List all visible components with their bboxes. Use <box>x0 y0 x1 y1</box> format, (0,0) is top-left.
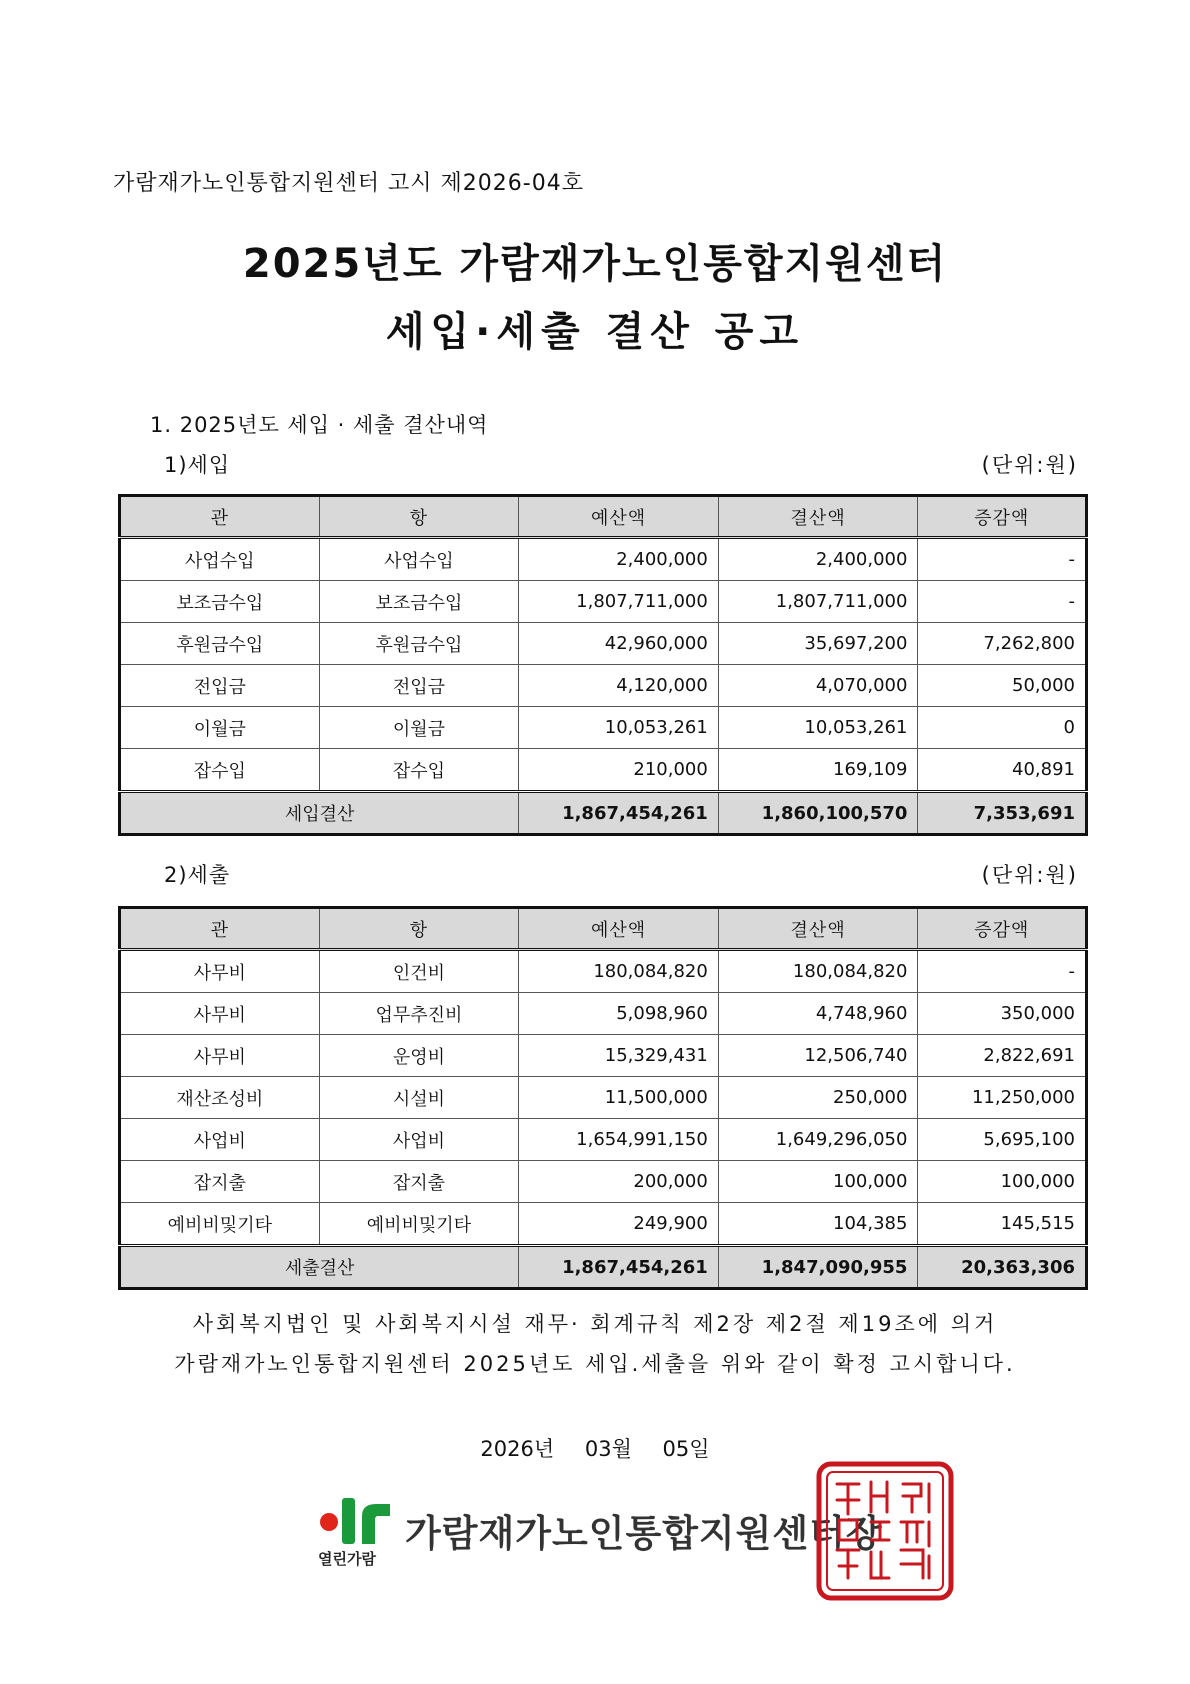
table-header-row <box>120 908 1087 950</box>
header-gwan: 관 <box>120 496 320 538</box>
table-row <box>120 1161 1087 1203</box>
date-day: 05일 <box>662 1437 710 1461</box>
cell-gwan: 이월금 <box>120 707 320 749</box>
cell-budget: 200,000 <box>519 1161 719 1203</box>
cell-budget: 2,400,000 <box>519 538 719 581</box>
expense-label: 2)세출 <box>164 863 231 887</box>
total-diff: 7,353,691 <box>918 792 1087 835</box>
cell-budget: 4,120,000 <box>519 665 719 707</box>
body-text-line-2: 가람재가노인통합지원센터 2025년도 세입.세출을 위와 같이 확정 고시합니다. <box>174 1352 1016 1376</box>
cell-diff: 11,250,000 <box>918 1077 1087 1119</box>
cell-hang: 시설비 <box>319 1077 519 1119</box>
cell-gwan: 사업수입 <box>120 538 320 581</box>
total-settled: 1,860,100,570 <box>718 792 918 835</box>
cell-hang: 전입금 <box>319 665 519 707</box>
body-text-line-1: 사회복지법인 및 사회복지시설 재무· 회계규칙 제2장 제2절 제19조에 의거 <box>192 1312 998 1336</box>
cell-hang: 인건비 <box>319 950 519 993</box>
total-settled: 1,847,090,955 <box>718 1246 918 1289</box>
cell-diff: 0 <box>918 707 1087 749</box>
cell-settled: 1,649,296,050 <box>718 1119 918 1161</box>
header-hang: 항 <box>319 496 519 538</box>
cell-diff: - <box>918 581 1087 623</box>
cell-diff: 2,822,691 <box>918 1035 1087 1077</box>
cell-diff: 145,515 <box>918 1203 1087 1246</box>
cell-hang: 사업수입 <box>319 538 519 581</box>
cell-diff: 100,000 <box>918 1161 1087 1203</box>
cell-settled: 169,109 <box>718 749 918 792</box>
cell-gwan: 사업비 <box>120 1119 320 1161</box>
cell-gwan: 보조금수입 <box>120 581 320 623</box>
cell-gwan: 전입금 <box>120 665 320 707</box>
cell-budget: 42,960,000 <box>519 623 719 665</box>
table-row <box>120 1203 1087 1246</box>
date-month: 03월 <box>584 1437 632 1461</box>
table-row <box>120 581 1087 623</box>
expense-total-row <box>120 1246 1087 1289</box>
cell-gwan: 예비비및기타 <box>120 1203 320 1246</box>
header-budget: 예산액 <box>519 908 719 950</box>
cell-settled: 10,053,261 <box>718 707 918 749</box>
table-row <box>120 538 1087 581</box>
cell-budget: 5,098,960 <box>519 993 719 1035</box>
cell-hang: 사업비 <box>319 1119 519 1161</box>
cell-budget: 180,084,820 <box>519 950 719 993</box>
cell-settled: 180,084,820 <box>718 950 918 993</box>
announcement-date <box>0 1433 1190 1463</box>
cell-settled: 4,070,000 <box>718 665 918 707</box>
cell-budget: 11,500,000 <box>519 1077 719 1119</box>
cell-settled: 104,385 <box>718 1203 918 1246</box>
cell-settled: 2,400,000 <box>718 538 918 581</box>
header-gwan: 관 <box>120 908 320 950</box>
cell-budget: 210,000 <box>519 749 719 792</box>
cell-budget: 10,053,261 <box>519 707 719 749</box>
header-hang: 항 <box>319 908 519 950</box>
total-label: 세입결산 <box>120 792 519 835</box>
header-settled: 결산액 <box>718 496 918 538</box>
cell-hang: 운영비 <box>319 1035 519 1077</box>
expense-unit: (단위:원) <box>981 863 1078 887</box>
revenue-label: 1)세입 <box>164 453 231 477</box>
table-row <box>120 993 1087 1035</box>
header-diff: 증감액 <box>918 496 1087 538</box>
title-line-1: 2025년도 가람재가노인통합지원센터 <box>242 241 948 287</box>
cell-gwan: 후원금수입 <box>120 623 320 665</box>
table-row <box>120 749 1087 792</box>
expense-table <box>118 906 1088 1290</box>
cell-settled: 12,506,740 <box>718 1035 918 1077</box>
cell-diff: 5,695,100 <box>918 1119 1087 1161</box>
table-row <box>120 1035 1087 1077</box>
official-seal-icon <box>815 1460 955 1602</box>
revenue-unit: (단위:원) <box>981 453 1078 477</box>
table-row <box>120 1119 1087 1161</box>
cell-hang: 보조금수입 <box>319 581 519 623</box>
date-year: 2026년 <box>480 1437 555 1461</box>
cell-settled: 4,748,960 <box>718 993 918 1035</box>
table-row <box>120 623 1087 665</box>
cell-diff: - <box>918 950 1087 993</box>
cell-hang: 후원금수입 <box>319 623 519 665</box>
cell-hang: 이월금 <box>319 707 519 749</box>
cell-budget: 15,329,431 <box>519 1035 719 1077</box>
cell-budget: 249,900 <box>519 1203 719 1246</box>
cell-budget: 1,807,711,000 <box>519 581 719 623</box>
cell-gwan: 사무비 <box>120 1035 320 1077</box>
revenue-total-row <box>120 792 1087 835</box>
cell-gwan: 잡수입 <box>120 749 320 792</box>
cell-gwan: 잡지출 <box>120 1161 320 1203</box>
cell-diff: - <box>918 538 1087 581</box>
cell-gwan: 사무비 <box>120 950 320 993</box>
revenue-table <box>118 494 1088 836</box>
section-heading: 1. 2025년도 세입 · 세출 결산내역 <box>150 413 489 437</box>
cell-gwan: 재산조성비 <box>120 1077 320 1119</box>
cell-hang: 잡수입 <box>319 749 519 792</box>
table-header-row <box>120 496 1087 538</box>
logo-subtext: 열린가람 <box>318 1550 376 1568</box>
cell-settled: 250,000 <box>718 1077 918 1119</box>
organization-name: 가람재가노인통합지원센터장 <box>405 1512 883 1555</box>
cell-hang: 예비비및기타 <box>319 1203 519 1246</box>
cell-diff: 7,262,800 <box>918 623 1087 665</box>
table-row <box>120 1077 1087 1119</box>
table-row <box>120 707 1087 749</box>
total-budget: 1,867,454,261 <box>519 792 719 835</box>
cell-hang: 업무추진비 <box>319 993 519 1035</box>
cell-settled: 1,807,711,000 <box>718 581 918 623</box>
total-label: 세출결산 <box>120 1246 519 1289</box>
table-row <box>120 950 1087 993</box>
cell-gwan: 사무비 <box>120 993 320 1035</box>
cell-settled: 35,697,200 <box>718 623 918 665</box>
header-settled: 결산액 <box>718 908 918 950</box>
cell-diff: 350,000 <box>918 993 1087 1035</box>
cell-diff: 40,891 <box>918 749 1087 792</box>
table-row <box>120 665 1087 707</box>
cell-hang: 잡지출 <box>319 1161 519 1203</box>
header-diff: 증감액 <box>918 908 1087 950</box>
organization-logo-icon <box>318 1494 398 1546</box>
title-line-2: 세입·세출 결산 공고 <box>385 309 805 355</box>
notice-number: 가람재가노인통합지원센터 고시 제2026-04호 <box>113 171 584 196</box>
cell-diff: 50,000 <box>918 665 1087 707</box>
cell-settled: 100,000 <box>718 1161 918 1203</box>
total-diff: 20,363,306 <box>918 1246 1087 1289</box>
cell-budget: 1,654,991,150 <box>519 1119 719 1161</box>
total-budget: 1,867,454,261 <box>519 1246 719 1289</box>
header-budget: 예산액 <box>519 496 719 538</box>
